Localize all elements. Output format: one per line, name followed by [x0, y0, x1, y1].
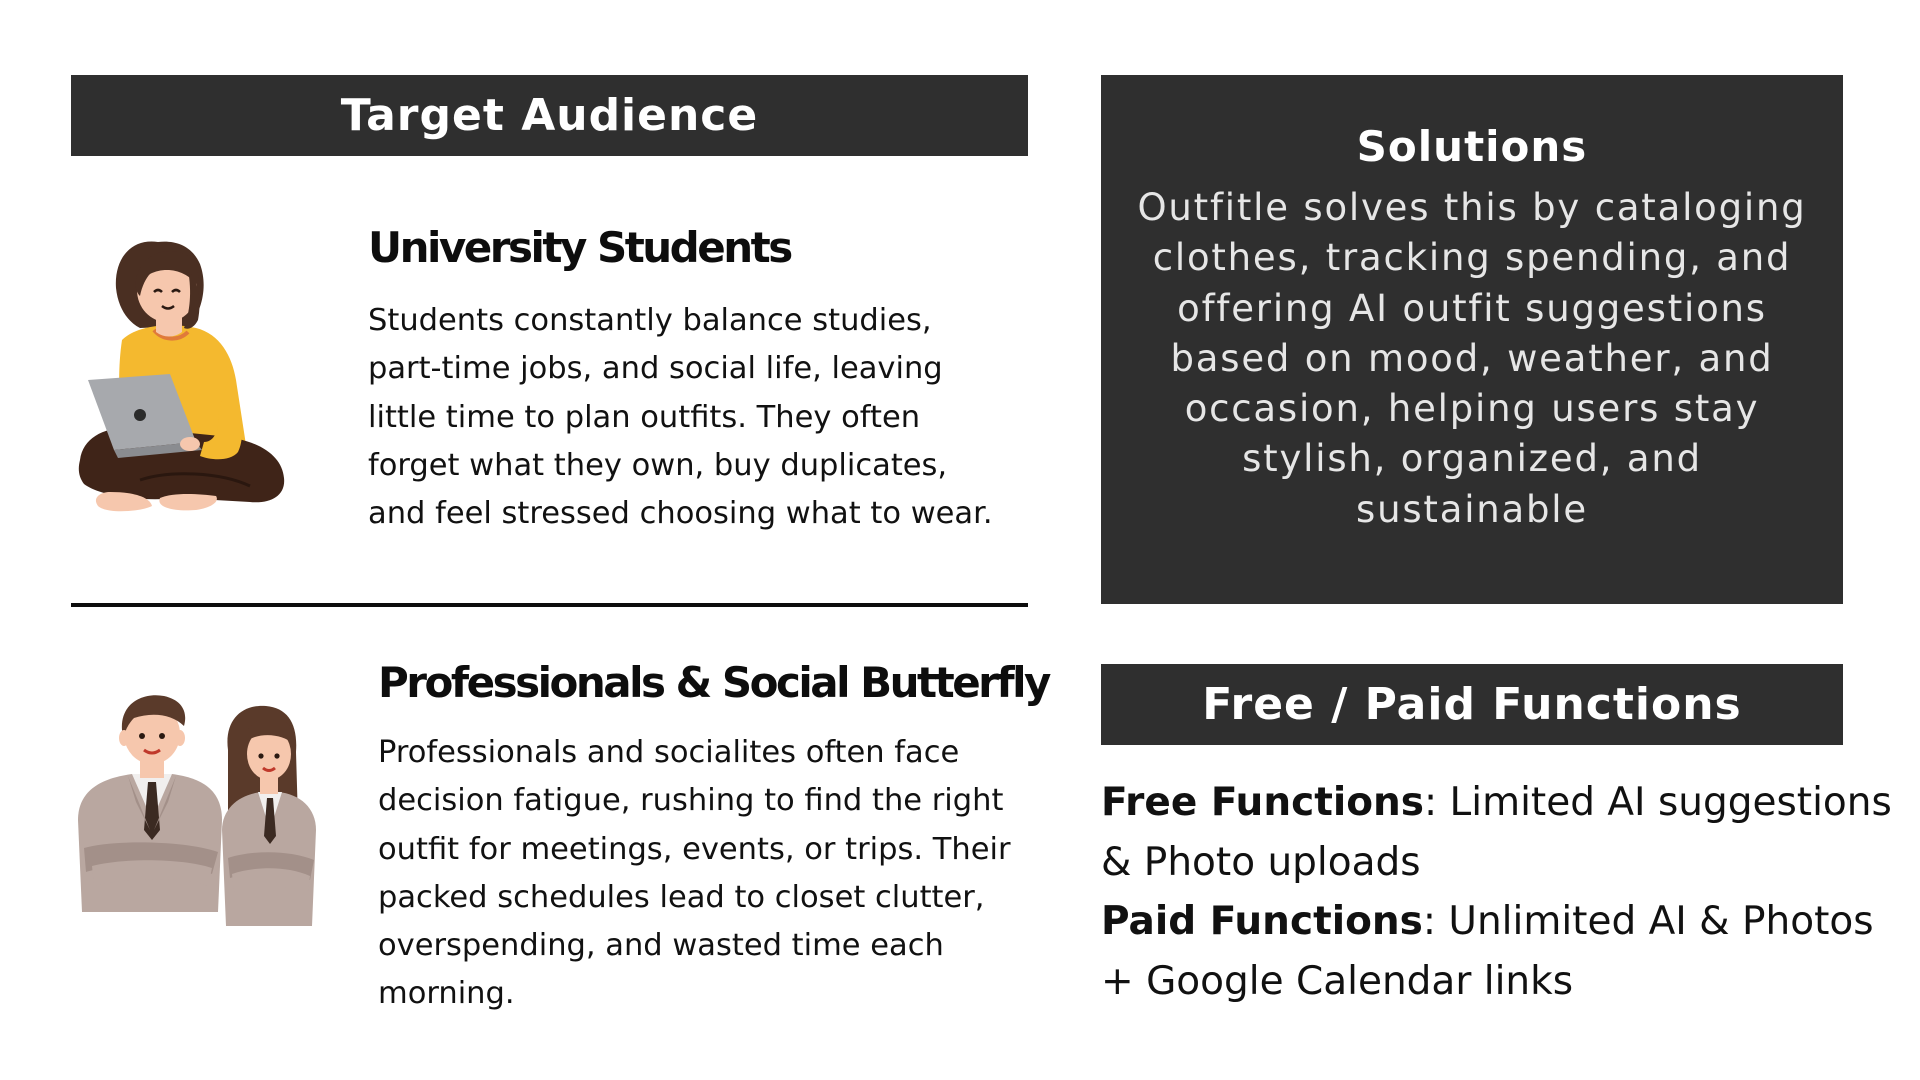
solutions-panel: [1101, 75, 1843, 604]
free-functions-label: Free Functions: [1101, 780, 1424, 825]
free-functions-item: [1101, 773, 1901, 892]
functions-list: [1101, 773, 1901, 1011]
student-with-laptop-illustration: [70, 230, 315, 550]
man-figure: [78, 695, 222, 912]
paid-functions-label: Paid Functions: [1101, 899, 1423, 944]
segment-body-professionals: Professionals and socialites often face decision fatigue, rushing to find the right outfit for meetings, events, or trips. Their packed schedules lead to closet clutter, overspending, and wasted time each morning.: [378, 735, 1011, 1012]
free-paid-functions-header: Free / Paid Functions: [1101, 664, 1843, 745]
target-audience-header: Target Audience: [71, 75, 1028, 156]
section-divider: [71, 603, 1028, 607]
segment-title-university-students: University Students: [368, 223, 791, 272]
professionals-illustration: [72, 690, 352, 940]
paid-functions-text: : Unlimited AI & Photos + Google Calendar links: [1101, 899, 1874, 1004]
free-functions-text: : Limited AI suggestions & Photo uploads: [1101, 780, 1892, 885]
solutions-title: Solutions: [1356, 122, 1588, 171]
woman-figure: [222, 706, 316, 926]
segment-body-university-students: Students constantly balance studies, part-time jobs, and social life, leaving little time to plan outfits. They often forget what they own, buy duplicates, and feel stressed choosing what to wear.: [368, 303, 993, 532]
solutions-body: Outfitle solves this by cataloging clothes, tracking spending, and offering AI outfit suggestions based on mood, weather, and occasion, helping users stay stylish, organized, and sustainable: [1137, 186, 1807, 531]
segment-title-professionals: Professionals & Social Butterfly: [378, 658, 1049, 707]
paid-functions-item: [1101, 892, 1901, 1011]
